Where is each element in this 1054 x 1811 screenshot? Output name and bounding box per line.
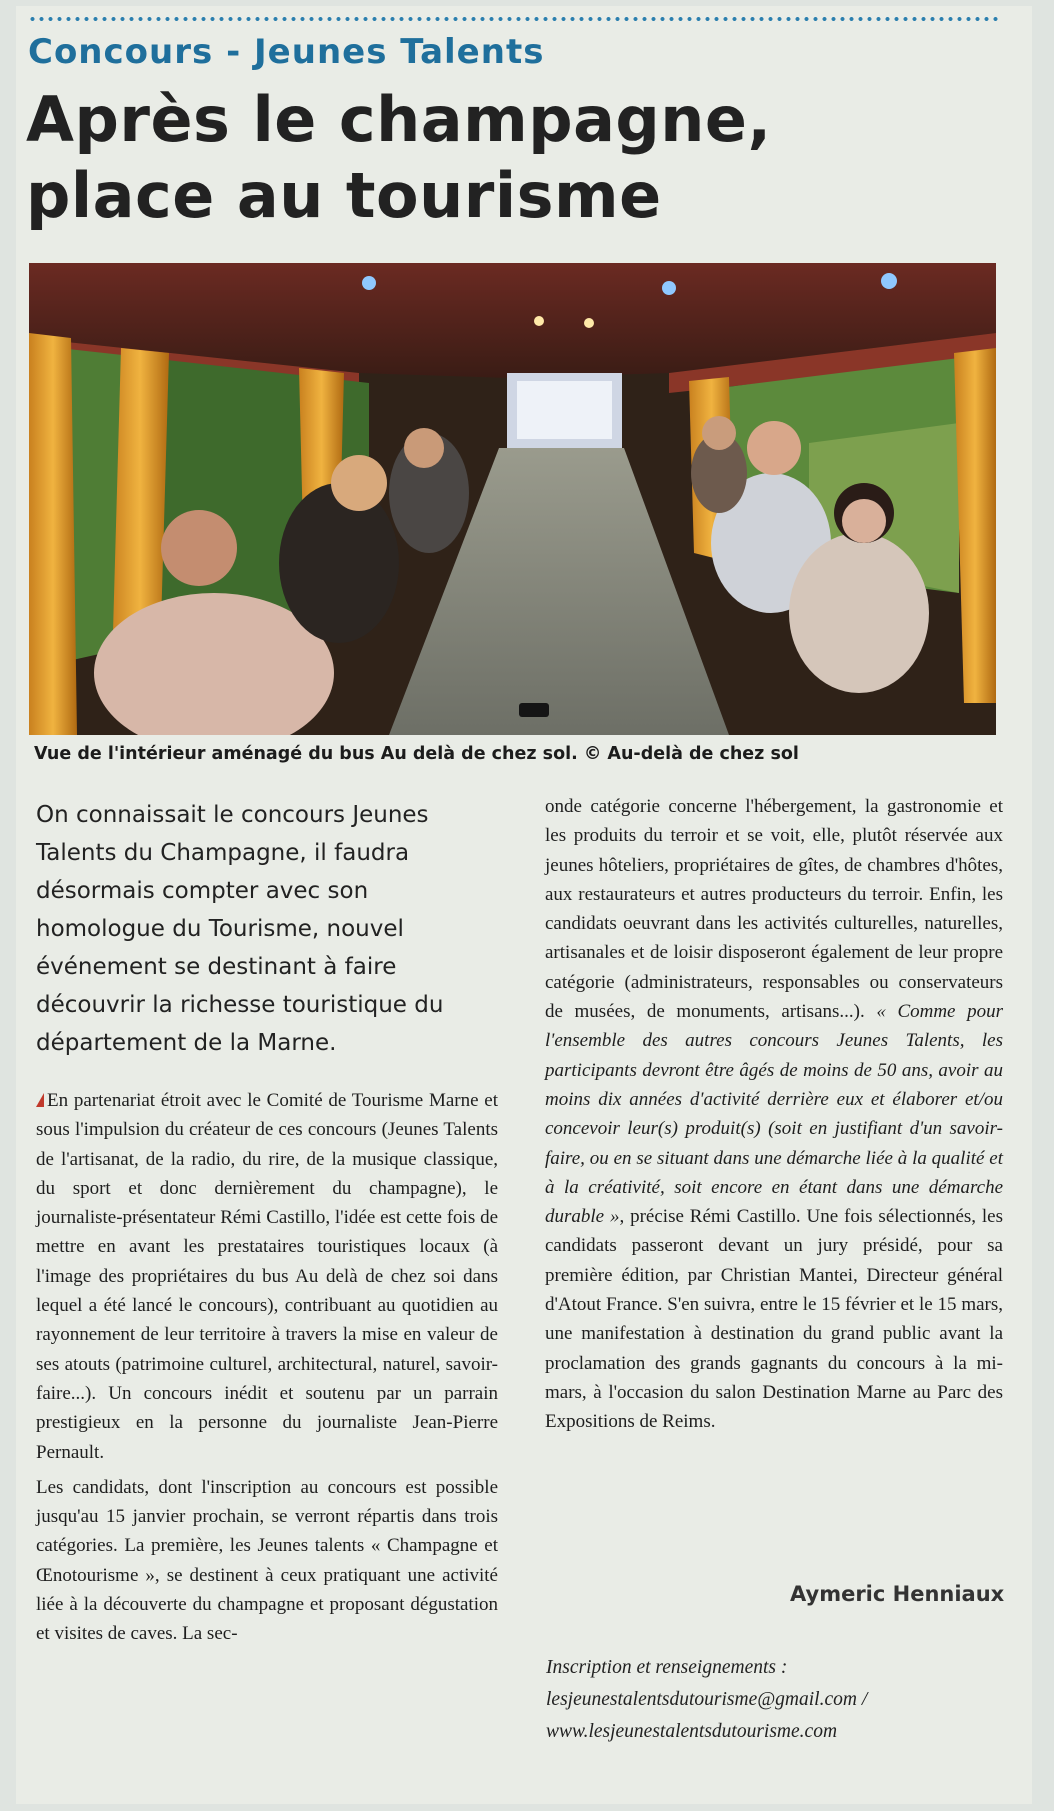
contact-website: www.lesjeunestalentsdutourisme.com: [546, 1721, 838, 1742]
contact-email: lesjeunestalentsdutourisme@gmail.com /: [546, 1689, 868, 1710]
headline-line-1: Après le champagne,: [26, 83, 772, 156]
bus-interior-photo: [29, 263, 996, 735]
body-paragraph-3: onde catégorie concerne l'hébergement, la gastronomie et les produits du terroir et se voit, elle, plutôt réservée aux jeunes hôteliers, propriétaires de gîtes, de chambres d'hôtes, aux restaurateurs et autres producteurs du terroir. Enfin, les candidats oeuvrant dans les activités culturelles, naturelles, artisanales et de loisir disposeront également de leur propre catégorie (administrateurs, responsables ou conservateurs de musées, de monuments, artisans...). « Comme pour l'ensemble des autres concours Jeunes Talents, les participants devront être âgés de moins de 50 ans, avoir au moins dix années d'activité derrière eux et élaborer et/ou concevoir leur(s) produit(s) (soit en justifiant d'un savoir-faire, ou en se situant dans une démarche liée à la qualité et à la créativité, soit encore en étant dans une démarche durable », précise Rémi Castillo. Une fois sélectionnés, les candidats passeront devant un jury présidé, pour sa première édition, par Christian Mantei, Directeur général d'Atout France. S'en suivra, entre le 15 février et le 15 mars, une manifestation à destination du grand public avant la proclamation des grands gagnants du concours à la mi-mars, à l'occasion du salon Destination Marne au Parc des Expositions de Reims.: [545, 796, 1003, 1433]
section-kicker: Concours - Jeunes Talents: [28, 32, 545, 72]
body-paragraph-2: Les candidats, dont l'inscription au concours est possible jusqu'au 15 janvier prochain, se verront répartis dans trois catégories. La première, les Jeunes talents « Champagne et Œnotourisme », se destinent à ceux pratiquant une activité liée à la découverte du champagne et proposant dégustation et visites de caves. La sec-: [36, 1476, 498, 1645]
headline: [26, 82, 786, 234]
contact-info: [546, 1652, 867, 1748]
triangle-marker-icon: [36, 1093, 44, 1107]
lead-paragraph: On connaissait le concours Jeunes Talents du Champagne, il faudra désormais compter avec son homologue du Tourisme, nouvel événement se destinant à faire découvrir la richesse touristique du département de la Marne.: [36, 802, 444, 1056]
body-column-right: [545, 792, 1003, 1443]
body-column-left: [36, 1086, 498, 1655]
photo-caption: Vue de l'intérieur aménagé du bus Au delà de chez sol. © Au-delà de chez sol: [34, 744, 799, 764]
quote: « Comme pour l'ensemble des autres concours Jeunes Talents, les participants devront être âgés de moins de 50 ans, avoir au moins dix années d'activité derrière eux et élaborer et/ou concevoir leur(s) produit(s) (soit en justifiant d'un savoir-faire, ou en se situant dans une démarche liée à la qualité et à la créativité, soit encore en étant dans une démarche durable »: [545, 1001, 1003, 1228]
body-paragraph-1: En partenariat étroit avec le Comité de Tourisme Marne et sous l'impulsion du créateur de ces concours (Jeunes Talents de l'artisanat, de la radio, du rire, de la musique classique, du sport et donc dernièrement du champagne), le journaliste-présentateur Rémi Castillo, l'idée est cette fois de mettre en avant les prestataires touristiques locaux (à l'image des propriétaires du bus Au delà de chez soi dans lequel a été lancé le concours), contribuant au quotidien au rayonnement de leur territoire à travers la mise en valeur de ses atouts (patrimoine culturel, architectural, naturel, savoir-faire...). Un concours inédit et soutenu par un parrain prestigieux en la personne du journaliste Jean-Pierre Pernault.: [36, 1090, 498, 1463]
dotted-rule: [28, 16, 1000, 22]
headline-line-2: place au tourisme: [26, 159, 662, 232]
author-byline: Aymeric Henniaux: [790, 1582, 1005, 1606]
photo-illustration: [29, 263, 996, 735]
contact-label: Inscription et renseignements :: [546, 1657, 788, 1678]
